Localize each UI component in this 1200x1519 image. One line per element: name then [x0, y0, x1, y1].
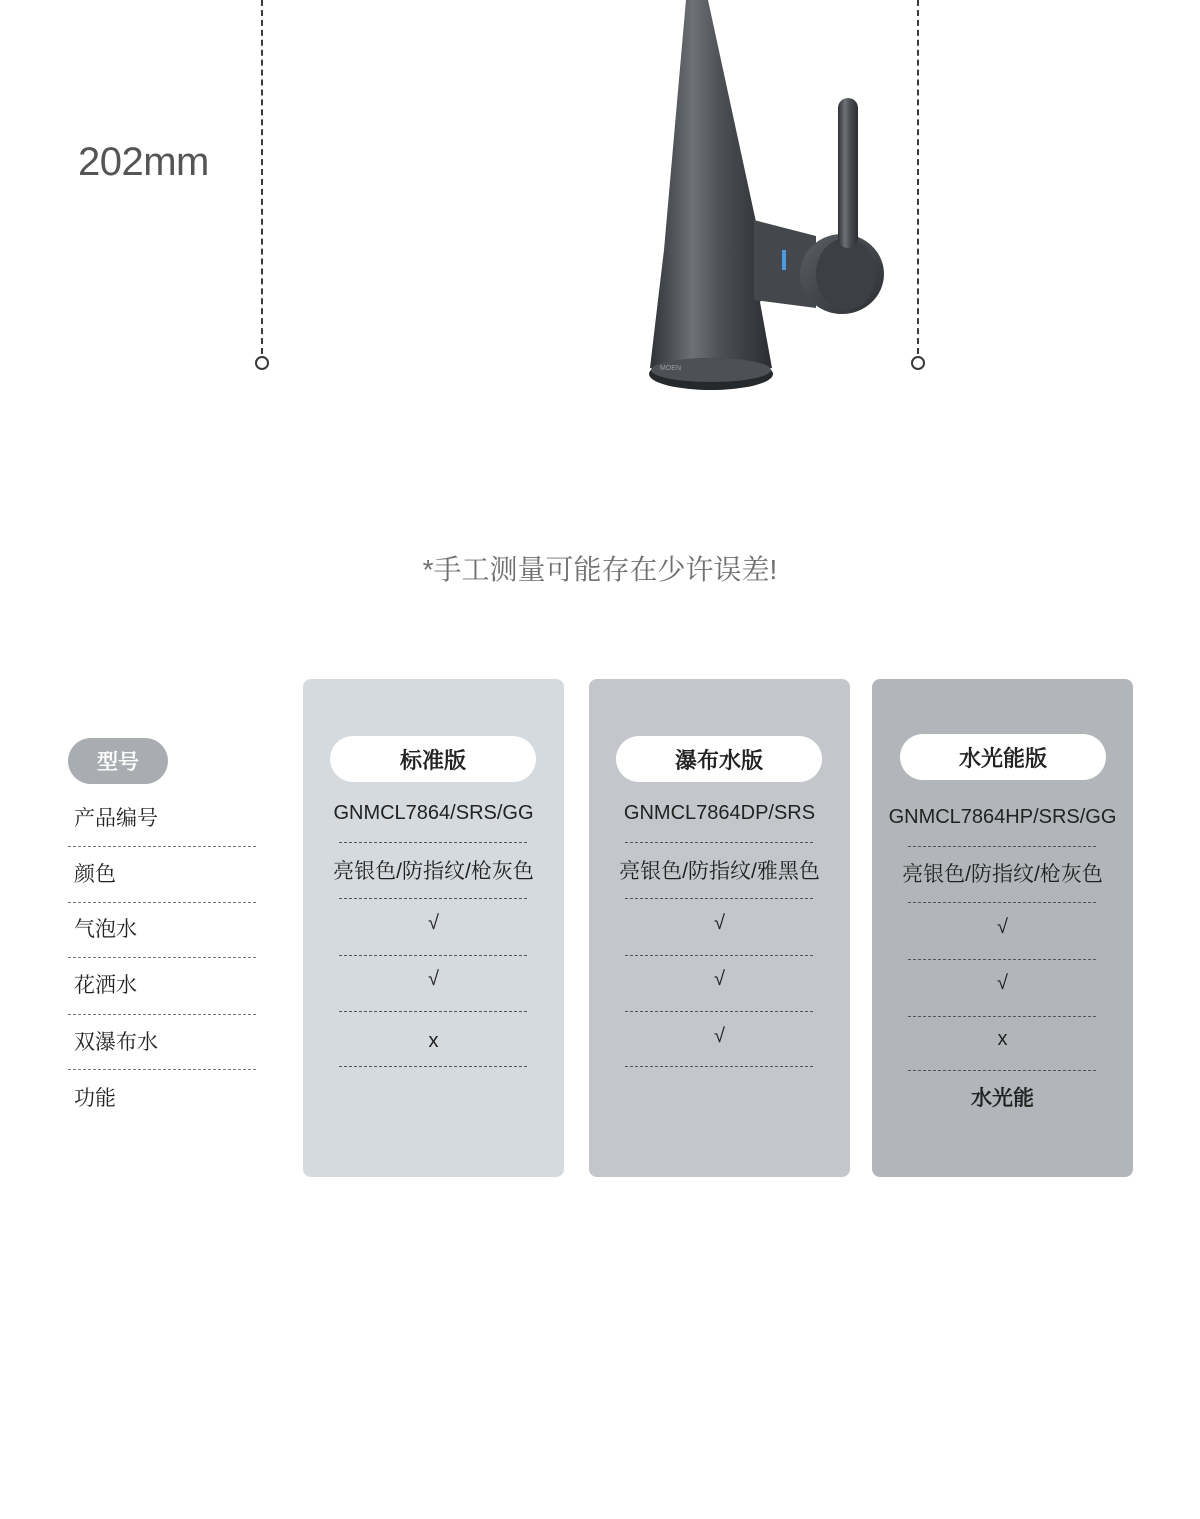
cell-separator: [908, 959, 1096, 960]
model-card-standard: [303, 679, 564, 1177]
cell-separator: [625, 1066, 813, 1067]
faucet-brand-mark: MOEN: [660, 365, 681, 372]
row-separator: [68, 846, 256, 847]
model-card-title: 水光能版: [900, 734, 1106, 780]
row-label-function: 功能: [74, 1087, 116, 1110]
cell-separator: [908, 1070, 1096, 1071]
cell-bubble-water: √: [997, 916, 1008, 938]
cell-separator: [908, 902, 1096, 903]
dimension-line-left: [261, 0, 263, 354]
cell-dual-waterfall: x: [428, 1030, 439, 1052]
cell-shower-water: √: [714, 968, 725, 990]
faucet-product-image: [620, 0, 920, 400]
row-label-shower-water: 花洒水: [74, 974, 137, 997]
cell-bubble-water: √: [714, 912, 725, 934]
measurement-note: *手工测量可能存在少许误差!: [422, 554, 778, 585]
cell-color: 亮银色/防指纹/雅黑色: [619, 860, 820, 883]
row-label-bubble-water: 气泡水: [74, 918, 137, 941]
cell-product-code: GNMCL7864HP/SRS/GG: [888, 806, 1117, 828]
cell-function: 水光能: [971, 1087, 1034, 1110]
dimension-height-label: 202mm: [78, 140, 209, 184]
cell-color: 亮银色/防指纹/枪灰色: [902, 863, 1103, 886]
row-label-color: 颜色: [74, 863, 116, 886]
cell-separator: [339, 1011, 527, 1012]
cell-product-code: GNMCL7864/SRS/GG: [333, 802, 534, 824]
spec-label-column: [68, 738, 258, 1110]
cell-separator: [625, 842, 813, 843]
cell-separator: [339, 898, 527, 899]
model-card-hydro-power: [872, 679, 1133, 1177]
row-label-product-code: 产品编号: [74, 807, 158, 830]
model-card-title: 标准版: [330, 736, 536, 782]
cell-shower-water: √: [997, 972, 1008, 994]
cell-product-code: GNMCL7864DP/SRS: [623, 802, 816, 824]
cell-dual-waterfall: x: [997, 1028, 1008, 1050]
cell-shower-water: √: [428, 968, 439, 990]
row-separator: [68, 902, 256, 903]
cell-separator: [339, 1066, 527, 1067]
cell-dual-waterfall: √: [714, 1025, 725, 1047]
model-card-waterfall: [589, 679, 850, 1177]
row-separator: [68, 957, 256, 958]
cell-separator: [908, 846, 1096, 847]
cell-color: 亮银色/防指纹/枪灰色: [333, 860, 534, 883]
cell-separator: [625, 955, 813, 956]
model-card-title: 瀑布水版: [616, 736, 822, 782]
cell-separator: [625, 1011, 813, 1012]
row-separator: [68, 1014, 256, 1015]
cell-separator: [908, 1016, 1096, 1017]
row-separator: [68, 1069, 256, 1070]
row-label-dual-waterfall: 双瀑布水: [74, 1031, 158, 1054]
cell-separator: [625, 898, 813, 899]
model-header-pill: 型号: [68, 738, 168, 784]
dimension-endpoint-left: [255, 356, 269, 370]
cell-separator: [339, 842, 527, 843]
cell-bubble-water: √: [428, 912, 439, 934]
cell-separator: [339, 955, 527, 956]
